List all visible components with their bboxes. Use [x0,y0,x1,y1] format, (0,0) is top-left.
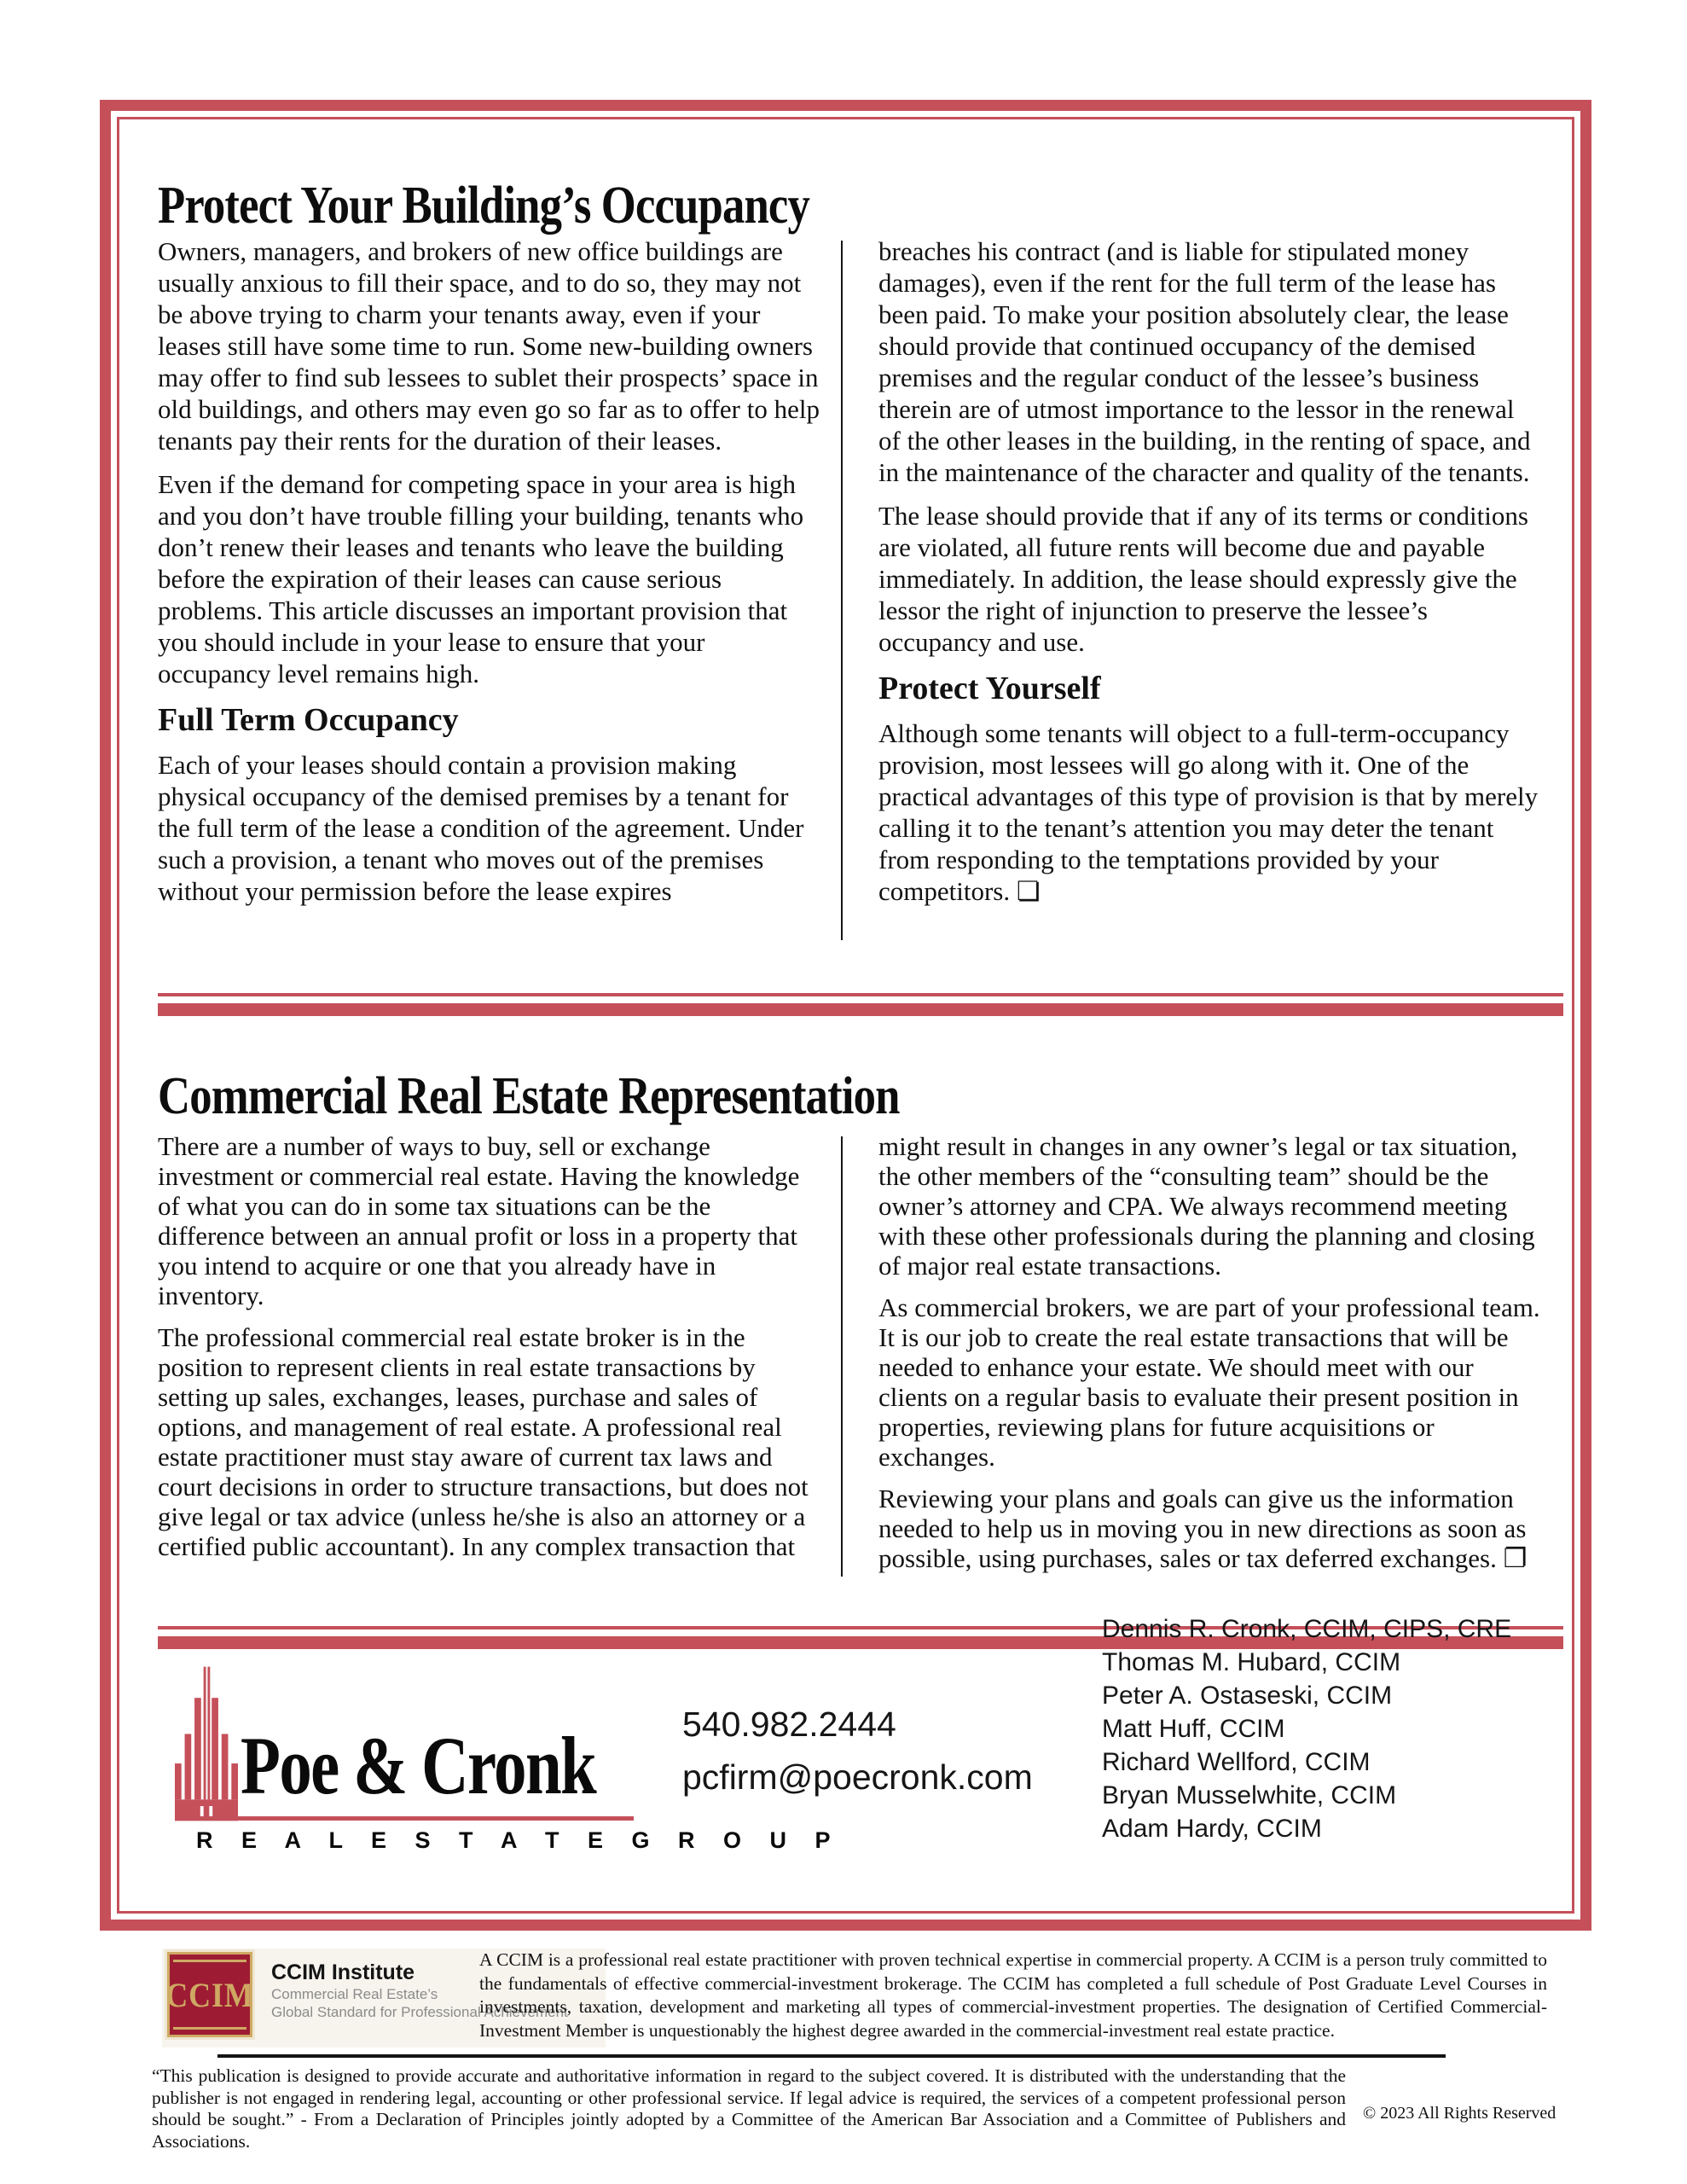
divider-thick-line [158,1003,1563,1016]
article1-paragraph: Owners, managers, and brokers of new office buildings are usually anxious to fill their space, and to do so, they may not be above trying to charm your tenants away, even if your leases still have some time to run. Some new-building owners may offer to find sub lessees to sublet their prospects’ space in old buildings, and others may even go so far as to offer to help tenants pay their rents for the duration of their leases. [158,236,820,456]
poe-cronk-building-icon [175,1664,238,1828]
article1-subheading-full-term-occupancy: Full Term Occupancy [158,702,459,738]
agent-list [1102,1612,1511,1845]
ccim-badge-letters: CCIM [165,1975,254,2014]
ccim-badge-icon [167,1952,252,2037]
brand-underline [182,1816,634,1821]
article1-left-column [158,235,821,919]
agent-name: Matt Huff, CCIM [1102,1715,1285,1743]
agent-name: Adam Hardy, CCIM [1102,1815,1322,1843]
article2-title: Commercial Real Estate Representation [158,1066,900,1125]
article2-paragraph: As commercial brokers, we are part of your professional team. It is our job to create the real estate transactions that will be needed to enhance your estate. We should meet with our clients on a regular basis to evaluate their present position in properties, reviewing plans for future acquisitions or exchanges. [878,1292,1540,1472]
section-divider-rule [158,993,1563,1016]
agent-name: Bryan Musselwhite, CCIM [1102,1781,1397,1809]
ccim-tagline2: Global Standard for Professional Achievement [271,2004,568,2020]
agent-name: Dennis R. Cronk, CCIM, CIPS, CRE [1102,1615,1512,1643]
email-address: pcfirm@poecronk.com [682,1757,1033,1797]
article2-right-column [878,1131,1542,1585]
brand-logotype: Poe & Cronk [241,1720,596,1811]
article2-paragraph: might result in changes in any owner’s legal or tax situation, the other members of the “consulting team” should be the owner’s attorney and CPA. We always recommend meeting with these other professionals during the planning and closing of major real estate transactions. [878,1131,1535,1281]
agent-name: Richard Wellford, CCIM [1102,1748,1371,1776]
legal-separator-rule [217,2054,1446,2058]
article1-paragraph: Each of your leases should contain a provision making physical occupancy of the demised premises by a tenant for the full term of the lease a condition of the agreement. Under such a provision, a tenant who moves out of the premises without your permission before the lease expires [158,750,804,906]
article2-paragraph: The professional commercial real estate broker is in the position to represent clients in real estate transactions by setting up sales, exchanges, leases, purchase and sales of options, and management of real estate. A professional real estate practitioner must stay aware of current tax laws and court decisions in order to structure transactions, but does not give legal or tax advice (unless he/she is also an attorney or a certified public accountant). In any complex transaction that [158,1322,809,1561]
phone-number: 540.982.2444 [682,1705,896,1744]
ccim-description: A CCIM is a professional real estate practitioner with proven technical expertise in commercial property. A CCIM is a person truly committed to the fundamentals of effective commercial-investment brokerage. The CCIM has completed a full schedule of Post Graduate Level Courses in investments, taxation, development and marketing all types of commercial-investment properties. The designation of Certified Commercial-Investment Member is unquestionably the highest degree awarded in the commercial-investment real estate practice. [479,1949,1547,2041]
article1-title: Protect Your Building’s Occupancy [158,176,809,235]
article2-left-column [158,1131,821,1573]
divider-gap [158,996,1563,1003]
article1-paragraph: The lease should provide that if any of its terms or conditions are violated, all future rents will become due and payable immediately. In addition, the lease should expressly give the lessor the right of injunction to preserve the lessee’s occupancy and use. [878,501,1528,657]
ccim-tagline1: Commercial Real Estate’s [271,1986,438,2002]
article1-column-divider [841,241,843,940]
article1-subheading-protect-yourself: Protect Yourself [878,671,1101,706]
ccim-org-name: CCIM Institute [271,1960,415,1984]
article1-paragraph: Although some tenants will object to a full-term-occupancy provision, most lessees will go along with it. One of the practical advantages of this type of provision is that by merely calling it to the tenant’s attention you may deter the tenant from responding to the temptations provided by your competitors. ❏ [878,718,1539,906]
article1-paragraph: breaches his contract (and is liable for stipulated money damages), even if the rent for the full term of the lease has been paid. To make your position absolutely clear, the lease should provide that continued occupancy of the demised premises and the regular conduct of the lessee’s business therein are of utmost importance to the lessor in the renewal of the other leases in the building, in the renting of space, and in the maintenance of the character and quality of the tenants. [878,236,1531,487]
agent-name: Peter A. Ostaseski, CCIM [1102,1682,1393,1710]
article1-right-column [878,235,1542,919]
article2-paragraph: There are a number of ways to buy, sell or exchange investment or commercial real estate. Having the knowledge of what you can do in some tax situations can be the difference between an annual profit or loss in a property that you intend to acquire or one that you already have in inventory. [158,1131,800,1310]
agent-name: Thomas M. Hubard, CCIM [1102,1648,1401,1676]
ccim-badge-stripe [173,2027,246,2030]
brand-tagline: R E A L E S T A T E G R O U P [196,1827,842,1853]
copyright-notice: © 2023 All Rights Reserved [1363,2104,1557,2123]
legal-disclaimer: “This publication is designed to provide accurate and authoritative information in regard to the subject covered. It is distributed with the understanding that the publisher is not engaged in rendering legal, accounting or other professional service. If legal advice is required, the services of a competent professional person should be sought.” - From a Declaration of Principles jointly adopted by a Committee of the American Bar Association and a Committee of Publishers and Associations. [152,2065,1346,2152]
article2-column-divider [841,1136,843,1577]
article2-paragraph: Reviewing your plans and goals can give us the information needed to help us in moving you in new directions as soon as possible, using purchases, sales or tax deferred exchanges. ❐ [878,1484,1528,1573]
article1-paragraph: Even if the demand for competing space in your area is high and you don’t have trouble filling your building, tenants who don’t renew their leases and tenants who leave the building before the expiration of their leases can cause serious problems. This article discusses an important provision that you should include in your lease to ensure that your occupancy level remains high. [158,469,804,688]
